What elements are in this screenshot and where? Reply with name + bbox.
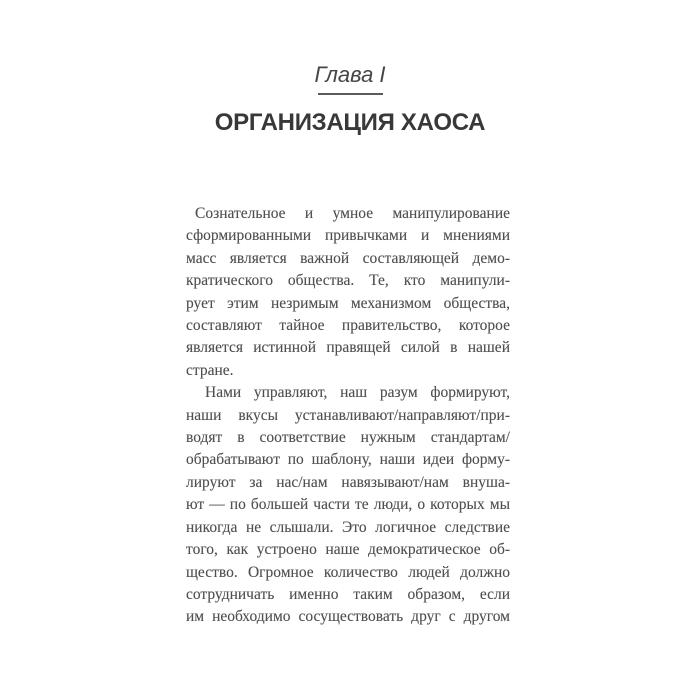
text-line: сформированными привычками и мнениями xyxy=(186,227,510,245)
text-line: стране. xyxy=(186,361,234,379)
text-line: Нами управляют, наш разум формируют, xyxy=(205,384,510,402)
text-line: лируют за нас/нам навязывают/нам внуша- xyxy=(186,473,510,491)
chapter-heading: Глава I xyxy=(314,62,386,87)
text-line: никогда не слышали. Это логичное следствие xyxy=(186,518,510,536)
text-line: ют — по большей части те люди, о которых мы xyxy=(186,496,510,514)
text-line: кратического общества. Те, кто манипули- xyxy=(186,272,510,290)
text-line: того, как устроено наше демократическое об- xyxy=(186,541,510,559)
text-line: сотрудничать именно таким образом, если xyxy=(186,585,510,603)
text-line: составляют тайное правительство, которое xyxy=(186,317,510,335)
text-line: Сознательное и умное манипулирование xyxy=(195,205,510,222)
text-line: масс является важной составляющей демо- xyxy=(186,249,510,267)
text-line: наши вкусы устанавливают/направляют/при- xyxy=(186,406,510,424)
chapter-underline-divider xyxy=(318,93,383,95)
text-line: обрабатывают по шаблону, наши идеи форму- xyxy=(186,451,510,469)
text-line: является истинной правящей силой в нашей xyxy=(186,339,510,357)
paragraph xyxy=(186,382,510,628)
page-title: ОРГАНИЗАЦИЯ ХАОСА xyxy=(214,109,486,136)
text-line: щество. Огромное количество людей должно xyxy=(186,563,510,581)
text-line: водят в соответствие нужным стандартам/ xyxy=(186,429,510,447)
text-line: им необходимо сосуществовать друг с другом xyxy=(186,608,510,626)
text-line: рует этим незримым механизмом общества, xyxy=(186,294,510,312)
paragraph xyxy=(186,203,510,382)
body-text xyxy=(186,203,510,629)
